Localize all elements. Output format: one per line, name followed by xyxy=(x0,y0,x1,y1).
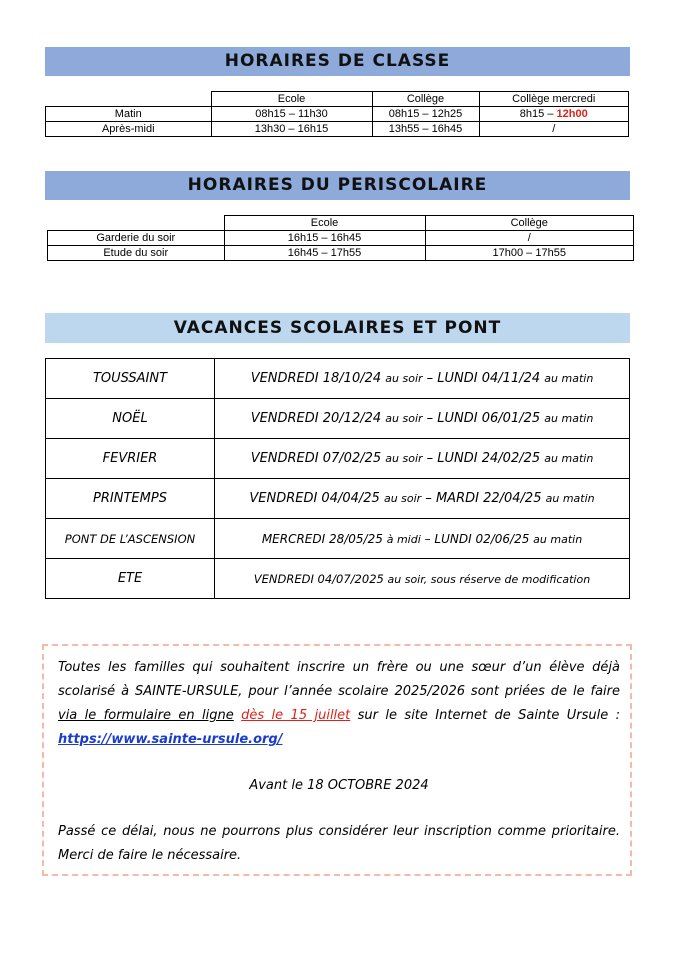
start-date: VENDREDI 04/04/25 xyxy=(249,491,380,506)
notice-text-end: sur le site Internet de Sainte Ursule xyxy=(350,708,609,723)
start-note: à midi xyxy=(386,532,421,546)
website-link[interactable]: https://www.sainte-ursule.org/ xyxy=(58,732,283,747)
periscolaire-title: HORAIRES DU PERISCOLAIRE xyxy=(45,171,630,200)
row-label: Etude du soir xyxy=(48,246,225,261)
header-college: Collège xyxy=(425,216,634,231)
start-date-highlight: dès le 15 juillet xyxy=(241,708,351,723)
registration-notice xyxy=(42,644,632,876)
notice-text: Toutes les familles qui souhaitent inscrire un frère ou une sœur d’un élève déjà scolarisé à SAINTE-URSULE, pour l’année scolaire 2025/2026 sont priées de le faire xyxy=(58,660,620,699)
notice-paragraph xyxy=(58,656,620,752)
holiday-row xyxy=(46,439,630,479)
end-note: au matin xyxy=(533,532,583,546)
table-header-row xyxy=(48,216,634,231)
holiday-row xyxy=(46,399,630,439)
cell-ecole: 13h30 – 16h15 xyxy=(211,122,372,137)
notice-space xyxy=(234,708,241,723)
notice-closing: Passé ce délai, nous ne pourrons plus considérer leur inscription comme prioritaire. Merci de faire le nécessaire. xyxy=(58,824,620,863)
holidays-title: VACANCES SCOLAIRES ET PONT xyxy=(45,313,630,343)
end-date: LUNDI 06/01/25 xyxy=(437,411,541,426)
cell-ecole: 16h45 – 17h55 xyxy=(224,246,425,261)
notice-colon: : xyxy=(608,708,620,723)
date-separator: – xyxy=(422,371,438,386)
table-row xyxy=(48,246,634,261)
table-row xyxy=(46,107,629,122)
date-separator: – xyxy=(422,451,438,466)
class-hours-title: HORAIRES DE CLASSE xyxy=(45,47,630,76)
table-row xyxy=(46,122,629,137)
end-note: au matin xyxy=(544,452,594,465)
start-note: au soir xyxy=(385,412,423,425)
holiday-name: FEVRIER xyxy=(46,439,215,479)
date-separator: – xyxy=(420,531,435,546)
holiday-dates xyxy=(215,519,630,559)
holiday-row xyxy=(46,359,630,399)
start-date: VENDREDI 07/02/25 xyxy=(250,451,382,466)
header-college: Collège xyxy=(372,92,479,107)
holiday-name: ETE xyxy=(46,559,215,599)
start-note: au soir xyxy=(385,452,423,465)
header-ecole: Ecole xyxy=(224,216,425,231)
end-note: au matin xyxy=(545,492,595,505)
cell-college: 08h15 – 12h25 xyxy=(372,107,479,122)
cell-ecole: 08h15 – 11h30 xyxy=(211,107,372,122)
row-label: Après-midi xyxy=(46,122,212,137)
start-date: MERCREDI 28/05/25 xyxy=(261,531,383,546)
empty-cell xyxy=(46,92,212,107)
holiday-dates xyxy=(215,359,630,399)
header-college-mercredi: Collège mercredi xyxy=(479,92,629,107)
cell-college: 17h00 – 17h55 xyxy=(425,246,634,261)
holiday-dates xyxy=(215,559,630,599)
end-date: LUNDI 02/06/25 xyxy=(434,531,530,546)
holiday-row xyxy=(46,519,630,559)
date-separator: – xyxy=(421,491,436,506)
table-row xyxy=(48,231,634,246)
online-form-text: via le formulaire en ligne xyxy=(58,708,234,723)
holiday-dates xyxy=(215,399,630,439)
holiday-name: PONT DE L’ASCENSION xyxy=(46,519,215,559)
holidays-table xyxy=(45,358,630,599)
end-note: au matin xyxy=(544,412,594,425)
holiday-row xyxy=(46,559,630,599)
periscolaire-table xyxy=(47,215,634,261)
holiday-row xyxy=(46,479,630,519)
start-note: au soir xyxy=(383,492,422,505)
row-label: Garderie du soir xyxy=(48,231,225,246)
class-hours-table xyxy=(45,91,629,137)
cell-college-mercredi: / xyxy=(479,122,629,137)
end-date: LUNDI 04/11/24 xyxy=(437,371,541,386)
end-note: au matin xyxy=(544,372,594,385)
empty-cell xyxy=(48,216,225,231)
holiday-name: PRINTEMPS xyxy=(46,479,215,519)
header-ecole: Ecole xyxy=(211,92,372,107)
holiday-dates xyxy=(215,479,630,519)
start-date: VENDREDI 18/10/24 xyxy=(250,371,382,386)
table-header-row xyxy=(46,92,629,107)
date-separator: – xyxy=(422,411,438,426)
cell-college-mercredi xyxy=(479,107,629,122)
end-date: MARDI 22/04/25 xyxy=(435,491,542,506)
holiday-name: NOËL xyxy=(46,399,215,439)
start-note: au soir, sous réserve de modification xyxy=(387,572,591,586)
merc-start: 8h15 – xyxy=(519,108,557,120)
holiday-name: TOUSSAINT xyxy=(46,359,215,399)
cell-ecole: 16h15 – 16h45 xyxy=(224,231,425,246)
start-note: au soir xyxy=(385,372,423,385)
end-date: LUNDI 24/02/25 xyxy=(437,451,541,466)
row-label: Matin xyxy=(46,107,212,122)
cell-college: / xyxy=(425,231,634,246)
start-date: VENDREDI 20/12/24 xyxy=(250,411,382,426)
holiday-dates xyxy=(215,439,630,479)
start-date: VENDREDI 04/07/2025 xyxy=(253,571,384,586)
merc-end-highlight: 12h00 xyxy=(556,108,588,120)
cell-college: 13h55 – 16h45 xyxy=(372,122,479,137)
deadline-text: Avant le 18 OCTOBRE 2024 xyxy=(249,778,429,793)
